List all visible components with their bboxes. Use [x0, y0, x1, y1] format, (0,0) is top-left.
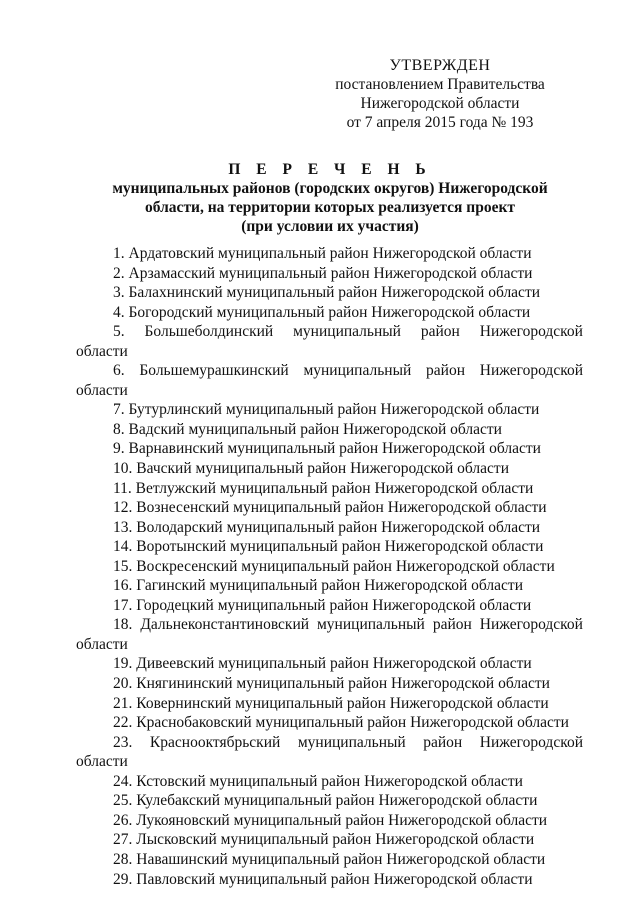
list-item [76, 322, 583, 361]
list-item-text: 14. Воротынский муниципальный район Нижегородской области [113, 538, 544, 556]
list-item-text: 21. Ковернинский муниципальный район Нижегородской области [113, 694, 549, 712]
approval-title: УТВЕРЖДЕН [389, 57, 491, 74]
list-item-word: 6. [113, 362, 125, 380]
list-item-text: 26. Лукояновский муниципальный район Нижегородской области [113, 811, 548, 829]
list-item-word: Нижегородской [479, 323, 583, 341]
list-item [76, 694, 583, 714]
list-item-text: 25. Кулебакский муниципальный район Нижегородской области [113, 792, 538, 810]
list-item [76, 850, 583, 870]
list-item-continuation: области [76, 381, 128, 399]
list-item-word: муниципальный [317, 616, 425, 634]
list-item-text: 28. Навашинский муниципальный район Нижегородской области [113, 850, 546, 868]
list-item-text: 9. Варнавинский муниципальный район Нижегородской области [113, 440, 541, 458]
list-item-text: 4. Богородский муниципальный район Нижегородской области [113, 303, 531, 321]
list-item-text: 27. Лысковский муниципальный район Нижегородской области [113, 831, 535, 849]
list-item [76, 537, 583, 557]
list-item-word: Нижегородской [479, 616, 583, 634]
list-item-text: 19. Дивеевский муниципальный район Нижегородской области [113, 655, 532, 673]
heading-line: муниципальных районов (городских округов) Нижегородской [112, 180, 548, 197]
list-item-word: муниципальный [293, 323, 401, 341]
list-item [76, 830, 583, 850]
list-item [76, 615, 583, 654]
list-item [76, 283, 583, 303]
list-item-text: 17. Городецкий муниципальный район Нижегородской области [113, 596, 532, 614]
list-item [76, 576, 583, 596]
list-item-text: 2. Арзамасский муниципальный район Нижегородской области [113, 264, 533, 282]
list-item [76, 264, 583, 284]
list-item-text: 8. Вадский муниципальный район Нижегородской области [113, 420, 502, 438]
list-item [76, 400, 583, 420]
list-item-first-line [76, 361, 583, 381]
list-item-word: муниципальный [303, 362, 412, 380]
list-item [76, 654, 583, 674]
list-heading [70, 160, 590, 236]
list-item-first-line [76, 322, 583, 342]
list-item-word: муниципальный [297, 733, 406, 751]
list-item-text: 24. Кстовский муниципальный район Нижегородской области [113, 772, 523, 790]
list-item [76, 791, 583, 811]
approval-date: от 7 апреля 2015 года № 193 [346, 114, 534, 131]
list-item-word: Краснооктябрьский [149, 733, 281, 751]
list-item-text: 22. Краснобаковский муниципальный район Нижегородской области [113, 714, 569, 732]
list-item-first-line [76, 615, 583, 635]
list-item-word: Большемурашкинский [139, 362, 289, 380]
list-item-word: Большеболдинский [144, 323, 274, 341]
list-item [76, 303, 583, 323]
list-item-word: район [420, 323, 460, 341]
list-item-text: 16. Гагинский муниципальный район Нижегородской области [113, 577, 523, 595]
list-item-text: 15. Воскресенский муниципальный район Нижегородской области [113, 557, 555, 575]
approval-stamp [330, 56, 550, 132]
list-item [76, 518, 583, 538]
list-item-continuation: области [76, 635, 128, 653]
list-item [76, 459, 583, 479]
list-item [76, 420, 583, 440]
district-list [76, 244, 583, 889]
list-item [76, 870, 583, 890]
list-item [76, 557, 583, 577]
list-item-text: 12. Вознесенский муниципальный район Нижегородской области [113, 499, 547, 517]
list-item-first-line [76, 733, 583, 753]
list-item [76, 439, 583, 459]
list-item-text: 20. Княгининский муниципальный район Нижегородской области [113, 675, 550, 693]
heading-line: области, на территории которых реализуется проект [145, 199, 515, 216]
list-item-word: Дальнеконстантиновский [140, 616, 310, 634]
list-item [76, 811, 583, 831]
list-item-word: Нижегородской [479, 733, 583, 751]
list-item [76, 498, 583, 518]
approval-line: Нижегородской области [360, 95, 520, 112]
list-item-text: 29. Павловский муниципальный район Нижегородской области [113, 870, 533, 888]
list-item [76, 596, 583, 616]
list-item-word: 5. [113, 323, 125, 341]
heading-title: П Е Р Е Ч Е Н Ь [228, 161, 432, 178]
list-item-word: 18. [113, 616, 133, 634]
list-item [76, 733, 583, 772]
list-item [76, 479, 583, 499]
list-item [76, 772, 583, 792]
list-item-text: 1. Ардатовский муниципальный район Нижегородской области [113, 245, 532, 262]
list-item-text: 7. Бутурлинский муниципальный район Нижегородской области [113, 401, 540, 419]
list-item [76, 244, 583, 264]
list-item [76, 361, 583, 400]
list-item-text: 10. Вачский муниципальный район Нижегородской области [113, 460, 509, 478]
list-item-text: 13. Володарский муниципальный район Нижегородской области [113, 518, 541, 536]
list-item-text: 11. Ветлужский муниципальный район Нижегородской области [113, 479, 534, 497]
list-item-word: район [426, 362, 466, 380]
list-item-word: район [432, 616, 472, 634]
list-item-text: 3. Балахнинский муниципальный район Нижегородской области [113, 284, 541, 302]
list-item-word: Нижегородской [479, 362, 583, 380]
list-item-word: район [423, 733, 463, 751]
list-item [76, 713, 583, 733]
list-item [76, 674, 583, 694]
list-item-word: 23. [113, 733, 133, 751]
list-item-continuation: области [76, 342, 128, 360]
list-item-continuation: области [76, 753, 128, 771]
approval-line: постановлением Правительства [335, 76, 545, 93]
heading-line: (при условии их участия) [241, 218, 419, 235]
